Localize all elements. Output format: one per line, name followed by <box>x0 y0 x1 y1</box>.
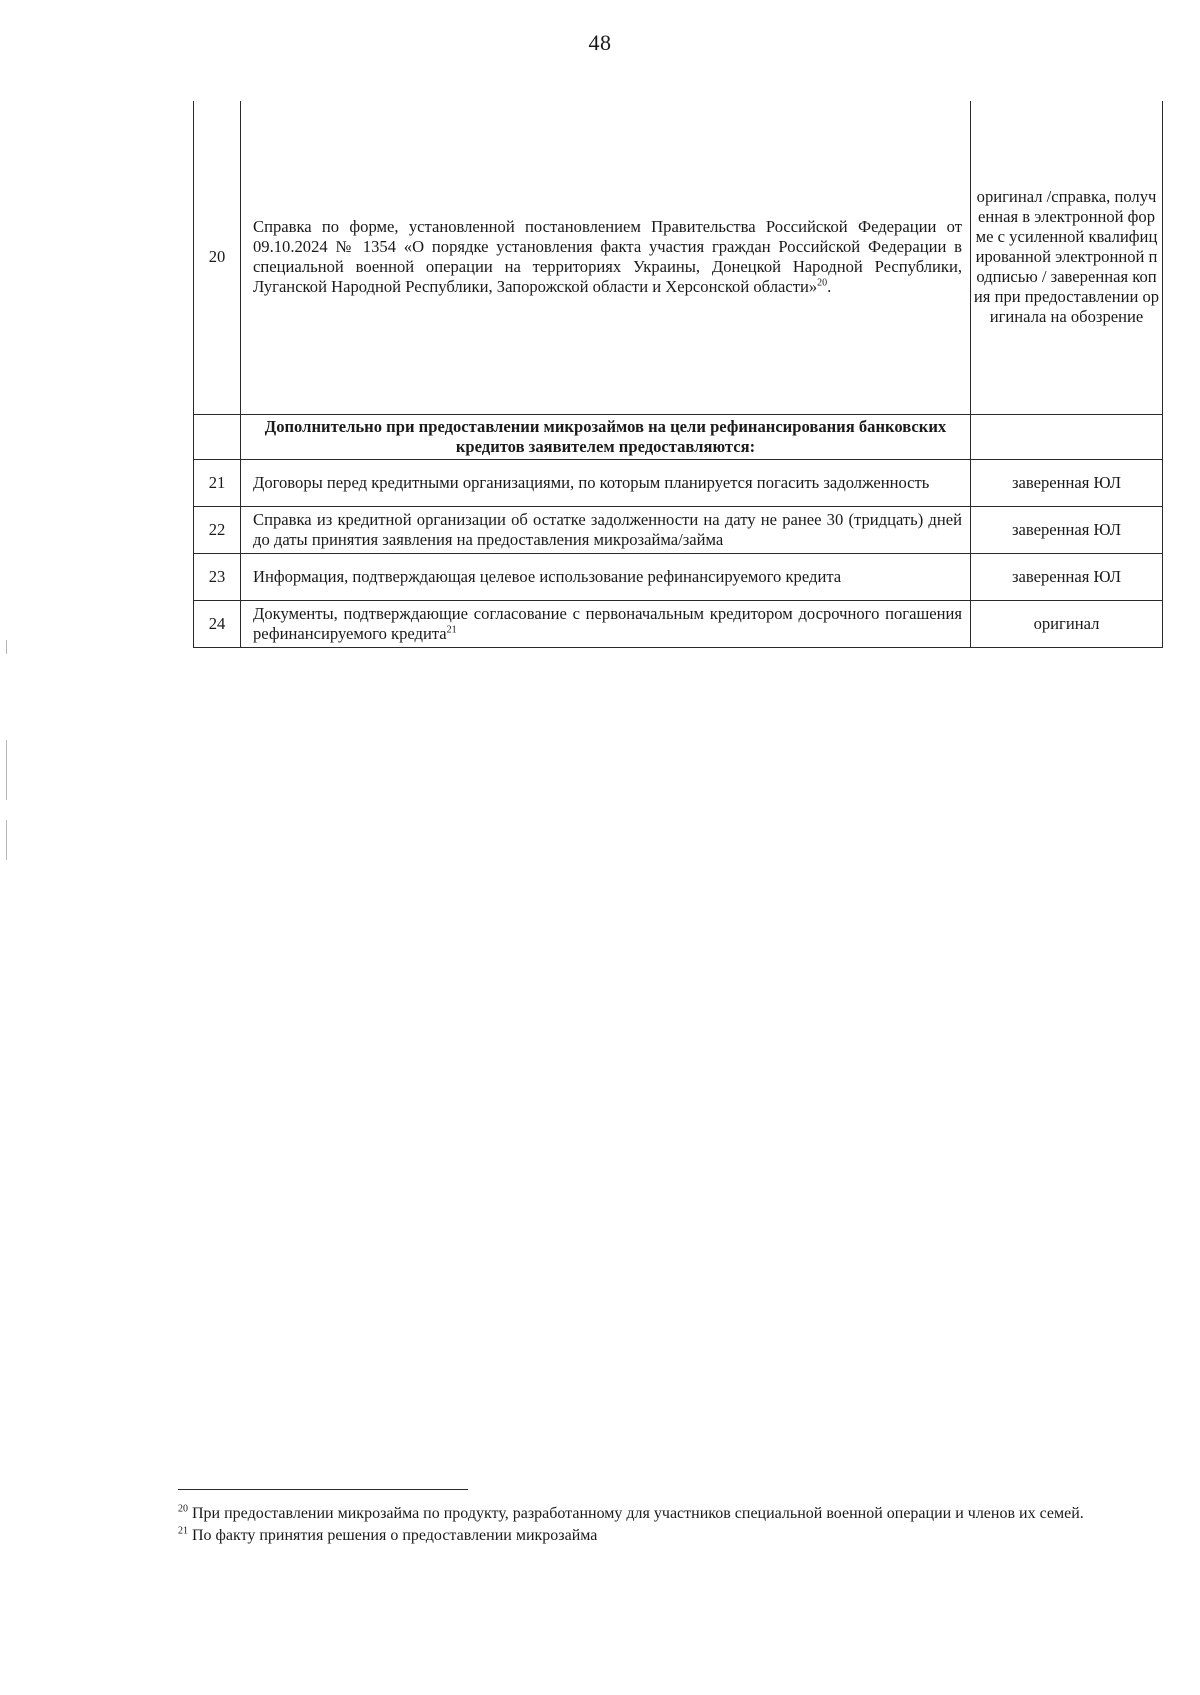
document-text: Справка из кредитной организации об остатке задолженности на дату не ранее 30 (тридцать) дней до даты принятия заявления на предоставления микрозайма/займа <box>253 509 962 549</box>
row-number: 22 <box>194 506 241 553</box>
table-row <box>194 600 1163 647</box>
section-header: Дополнительно при предоставлении микрозаймов на цели рефинансирования банковских кредитов заявителем предоставляются: <box>241 414 971 459</box>
documents-table <box>193 101 1163 648</box>
row-number: 24 <box>194 600 241 647</box>
footnote-reference: 21 <box>446 623 457 635</box>
document-description <box>241 459 971 506</box>
table-row <box>194 506 1163 553</box>
document-form: заверенная ЮЛ <box>971 553 1163 600</box>
empty-cell <box>194 414 241 459</box>
footnote-reference: 20 <box>817 277 828 289</box>
footnote <box>178 1503 1168 1524</box>
document-description <box>241 553 971 600</box>
table-row <box>194 101 1163 414</box>
footnote-mark: 20 <box>178 1503 188 1515</box>
footnotes <box>178 1503 1168 1547</box>
document-form: оригинал <box>971 600 1163 647</box>
document-text: Информация, подтверждающая целевое использование рефинансируемого кредита <box>253 566 842 586</box>
scan-artifact <box>6 640 7 654</box>
footnote-text: По факту принятия решения о предоставлении микрозайма <box>192 1527 598 1544</box>
document-description <box>241 600 971 647</box>
scan-artifact <box>6 820 7 860</box>
empty-cell <box>971 414 1163 459</box>
document-text: Справка по форме, установленной постановлением Правительства Российской Федерации от 09.10.2024 № 1354 «О порядке установления факта участия граждан Российской Федерации в специальной военной операции на территориях Украины, Донецкой Народной Республики, Луганской Народной Республики, Запорожской области и Херсонской области» <box>253 217 962 297</box>
document-description <box>241 506 971 553</box>
footnote-text: При предоставлении микрозайма по продукту, разработанному для участников специальной военной операции и членов их семей. <box>192 1505 1084 1522</box>
footnote-mark: 21 <box>178 1525 188 1537</box>
table-row <box>194 459 1163 506</box>
footnote-divider <box>178 1489 468 1490</box>
document-text-tail: . <box>827 277 832 297</box>
document-text: Договоры перед кредитными организациями, по которым планируется погасить задолженность <box>253 472 930 492</box>
row-number: 20 <box>194 101 241 414</box>
footnote <box>178 1525 1168 1546</box>
document-form: заверенная ЮЛ <box>971 506 1163 553</box>
table-row <box>194 553 1163 600</box>
row-number: 23 <box>194 553 241 600</box>
section-header-row <box>194 414 1163 459</box>
document-form: оригинал /справка, полученная в электронной форме с усиленной квалифицированной электронной подписью / заверенная копия при предоставлении оригинала на обозрение <box>971 101 1163 414</box>
document-form: заверенная ЮЛ <box>971 459 1163 506</box>
row-number: 21 <box>194 459 241 506</box>
document-text: Документы, подтверждающие согласование с первоначальным кредитором досрочного погашения рефинансируемого кредита <box>253 603 962 643</box>
scan-artifact <box>6 740 7 800</box>
document-description <box>241 101 971 414</box>
page-number: 48 <box>588 30 612 55</box>
